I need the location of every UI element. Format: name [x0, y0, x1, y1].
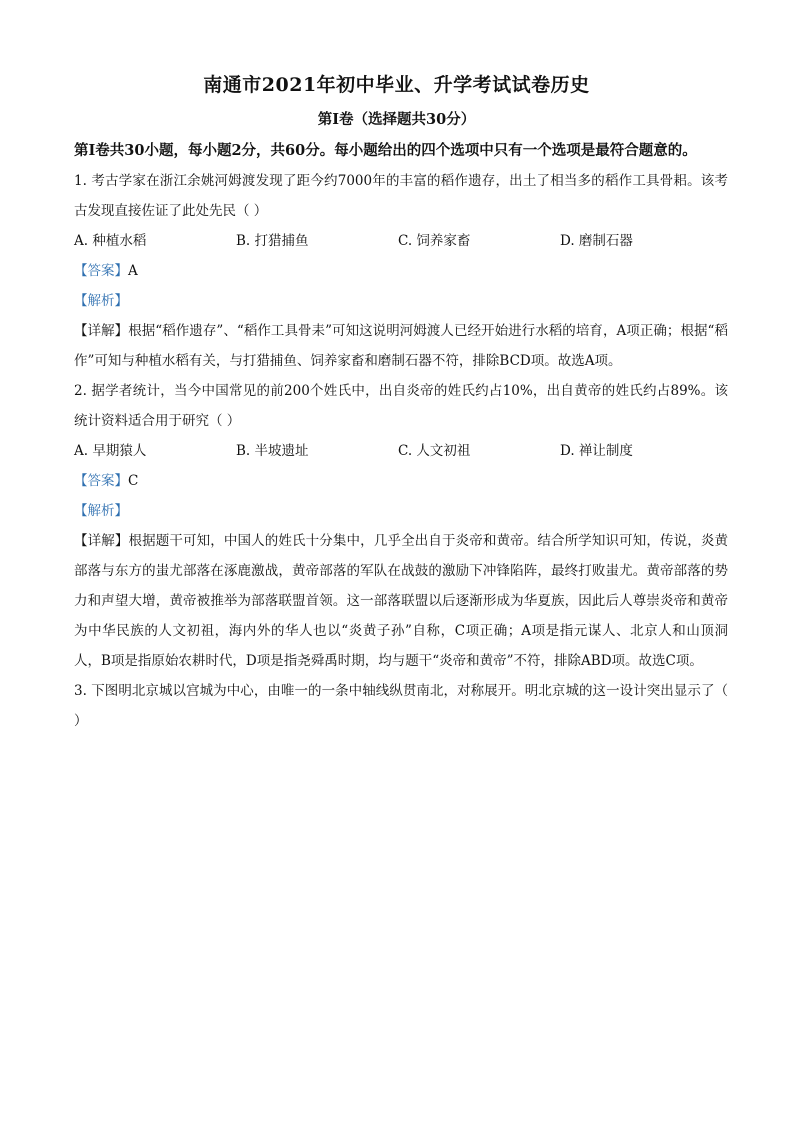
option-b: B. 打猎捕鱼 — [236, 233, 309, 249]
option-d: D. 磨制石器 — [560, 233, 633, 249]
answer-line — [74, 256, 728, 286]
detail-paragraph — [74, 316, 728, 376]
detail-tag: 【详解】 — [74, 323, 129, 339]
analysis-line — [74, 286, 728, 316]
options-row — [74, 436, 728, 466]
answer-value: C — [128, 473, 139, 489]
document-title: 南通市2021年初中毕业、升学考试试卷历史 — [203, 74, 590, 96]
answer-tag: 【答案】 — [74, 263, 128, 279]
question-stem: 2. 据学者统计，当今中国常见的前200个姓氏中，出自炎帝的姓氏约占10%，出自黄帝的姓氏约占89%。该统计资料适合用于研究（ ） — [74, 383, 728, 429]
detail-paragraph — [74, 526, 728, 676]
detail-tag: 【详解】 — [74, 533, 129, 549]
question-stem: 3. 下图明北京城以宫城为中心，由唯一的一条中轴线纵贯南北，对称展开。明北京城的这一设计突出显示了（ ） — [74, 683, 728, 729]
option-c: C. 人文初祖 — [398, 443, 471, 459]
section-instructions: 第Ⅰ卷共30小题，每小题2分，共60分。每小题给出的四个选项中只有一个选项是最符合题意的。 — [74, 142, 697, 159]
detail-text: 根据“稻作遗存”、“稻作工具骨耒”可知这说明河姆渡人已经开始进行水稻的培育，A项正确；根据“稻作”可知与种植水稻有关，与打猎捕鱼、饲养家畜和磨制石器不符，排除BCD项。故选A项。 — [74, 323, 728, 369]
analysis-tag: 【解析】 — [74, 503, 128, 519]
section-title: 第Ⅰ卷（选择题共30分） — [317, 111, 476, 128]
answer-value: A — [128, 263, 138, 279]
option-a: A. 种植水稻 — [74, 233, 147, 249]
answer-line — [74, 466, 728, 496]
analysis-tag: 【解析】 — [74, 293, 128, 309]
exam-content — [74, 136, 728, 736]
option-b: B. 半坡遗址 — [236, 443, 309, 459]
option-d: D. 禅让制度 — [560, 443, 633, 459]
question-stem: 1. 考古学家在浙江余姚河姆渡发现了距今约7000年的丰富的稻作遗存，出土了相当多的稻作工具骨耜。该考古发现直接佐证了此处先民（ ） — [74, 173, 728, 219]
detail-text: 根据题干可知，中国人的姓氏十分集中，几乎全出自于炎帝和黄帝。结合所学知识可知，传说，炎黄部落与东方的蚩尤部落在涿鹿激战，黄帝部落的军队在战鼓的激励下冲锋陷阵，最终打败蚩尤。黄帝部落的势力和声望大增，黄帝被推举为部落联盟首领。这一部落联盟以后逐渐形成为华夏族，因此后人尊崇炎帝和黄帝为中华民族的人文初祖，海内外的华人也以“炎黄子孙”自称，C项正确；A项是指元谋人、北京人和山顶洞人，B项是指原始农耕时代，D项是指尧舜禹时期，均与题干“炎帝和黄帝”不符，排除ABD项。故选C项。 — [74, 533, 729, 669]
question-1 — [74, 166, 728, 376]
option-c: C. 饲养家畜 — [398, 233, 471, 249]
answer-tag: 【答案】 — [74, 473, 128, 489]
question-2 — [74, 376, 728, 676]
options-row — [74, 226, 728, 256]
question-3 — [74, 676, 728, 736]
option-a: A. 早期猿人 — [74, 443, 147, 459]
analysis-line — [74, 496, 728, 526]
